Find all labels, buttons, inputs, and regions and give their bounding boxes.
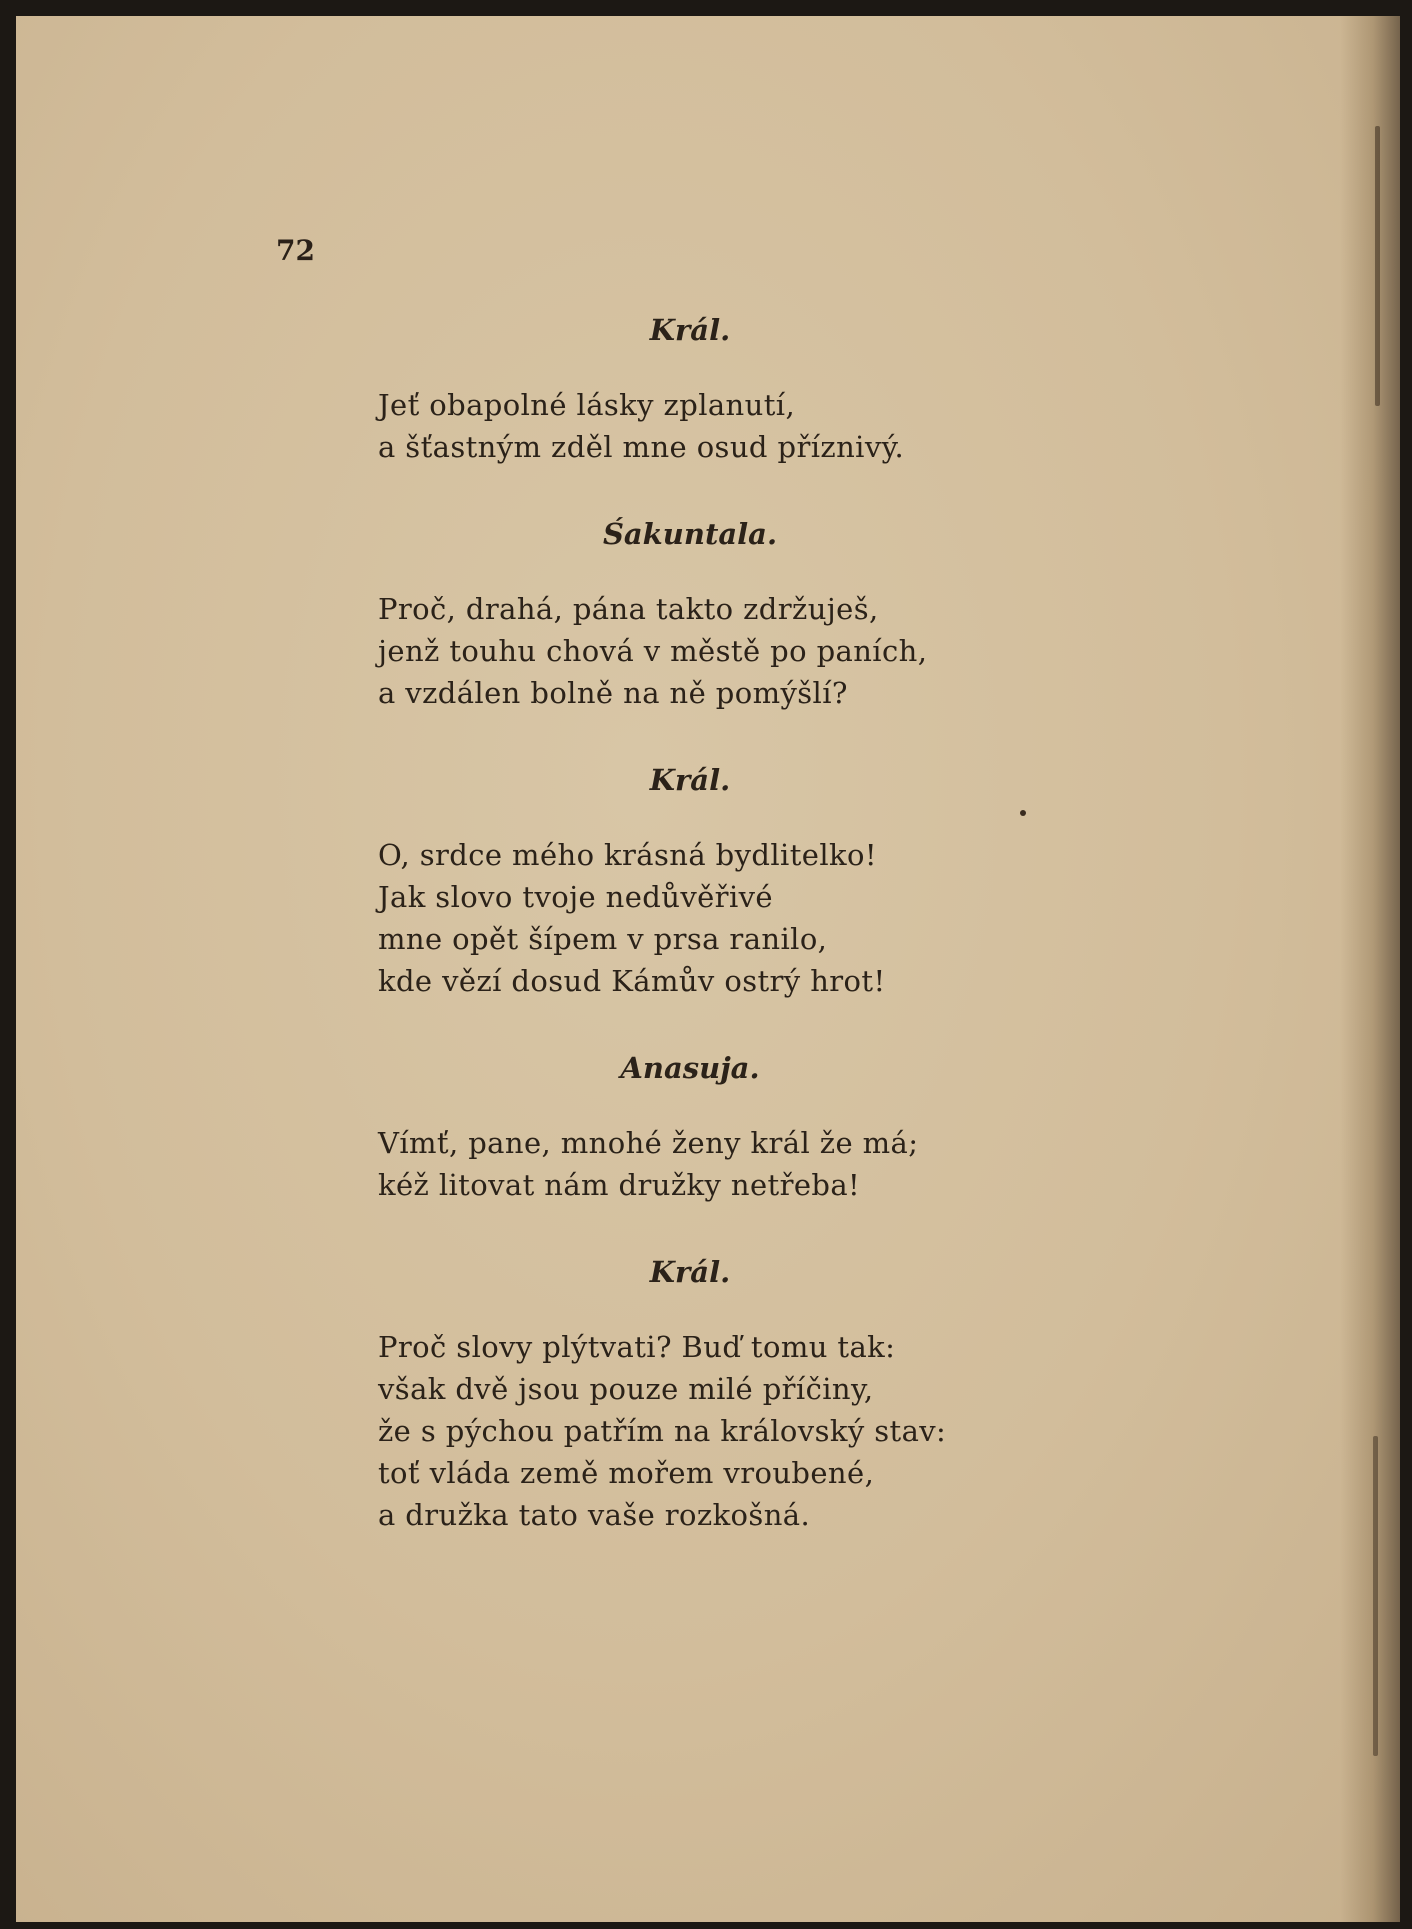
page-number: 72: [276, 234, 315, 267]
verse-line: Vímť, pane, mnohé ženy král že má;: [378, 1126, 919, 1160]
verse-line: a družka tato vaše rozkošná.: [378, 1498, 811, 1532]
verse-line: Proč, drahá, pána takto zdržuješ,: [378, 592, 879, 626]
spine-mark: [1373, 1436, 1378, 1756]
speaker-name: Král.: [649, 313, 731, 347]
poem-text: [378, 306, 1078, 1578]
verse-line: a vzdálen bolně na ně pomýšlí?: [378, 676, 848, 710]
verse-line: kéž litovat nám družky netřeba!: [378, 1168, 861, 1202]
book-page: [16, 16, 1400, 1922]
stanza: [378, 384, 1078, 468]
stanza: [378, 1122, 1078, 1206]
speaker-name: Śakuntala.: [602, 517, 778, 551]
verse-line: O, srdce mého krásná bydlitelko!: [378, 838, 877, 872]
verse-line: toť vláda země mořem vroubené,: [378, 1456, 875, 1490]
dialogue-section: [378, 510, 1078, 714]
verse-line: Jeť obapolné lásky zplanutí,: [378, 388, 796, 422]
verse-line: Proč slovy plýtvati? Buď tomu tak:: [378, 1330, 896, 1364]
verse-line: že s pýchou patřím na královský stav:: [378, 1414, 947, 1448]
stanza: [378, 1326, 1078, 1536]
verse-line: Jak slovo tvoje nedůvěřivé: [378, 880, 773, 914]
dialogue-section: [378, 1248, 1078, 1536]
verse-line: však dvě jsou pouze milé příčiny,: [378, 1372, 874, 1406]
verse-line: jenž touhu chová v městě po paních,: [378, 634, 928, 668]
spine-mark: [1375, 126, 1380, 406]
stanza: [378, 834, 1078, 1002]
dialogue-section: [378, 756, 1078, 1002]
page-spine-shadow: [1340, 16, 1400, 1922]
verse-line: mne opět šípem v prsa ranilo,: [378, 922, 828, 956]
stanza: [378, 588, 1078, 714]
speaker-name: Král.: [649, 1255, 731, 1289]
speaker-name: Král.: [649, 763, 731, 797]
verse-line: kde vězí dosud Kámův ostrý hrot!: [378, 964, 886, 998]
verse-line: a šťastným zděl mne osud příznivý.: [378, 430, 905, 464]
speaker-name: Anasuja.: [620, 1051, 760, 1085]
dialogue-section: [378, 306, 1078, 468]
dialogue-section: [378, 1044, 1078, 1206]
